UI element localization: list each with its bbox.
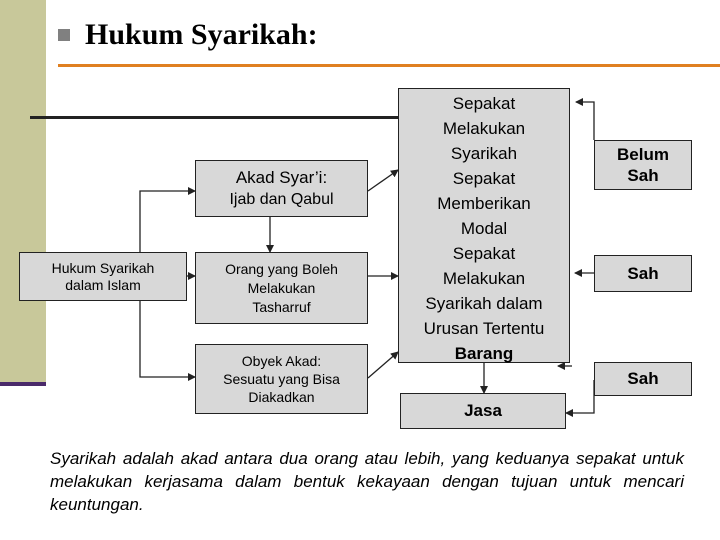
root-box <box>19 252 187 301</box>
connector-obyek-center <box>368 352 398 378</box>
orang-label-1: Orang yang Boleh <box>225 260 338 277</box>
akad-box <box>195 160 368 217</box>
obyek-box <box>195 344 368 414</box>
akad-label-2: Ijab dan Qabul <box>229 190 334 208</box>
connector-sah2 <box>566 380 594 413</box>
orang-label-3: Tasharruf <box>252 298 311 315</box>
obyek-label-3: Diakadkan <box>248 389 315 405</box>
jasa-box <box>400 393 566 429</box>
definition-text: Syarikah adalah akad antara dua orang atau lebih, yang keduanya sepakat untuk melakukan kerjasama dalam bentuk kekayaan dengan tujuan untuk mencari keuntungan. <box>50 449 684 514</box>
connector-akad-center <box>368 170 398 191</box>
center-line-3: Syarikah <box>450 144 518 163</box>
sah-box-2 <box>594 362 692 396</box>
center-line-8: Melakukan <box>442 269 526 288</box>
akad-label-1: Akad Syar’i: <box>235 167 328 187</box>
center-line-1: Sepakat <box>452 94 516 113</box>
orang-label-2: Melakukan <box>247 279 316 296</box>
connector-root-akad <box>140 191 195 252</box>
sah-label-2: Sah <box>627 369 659 388</box>
center-line-9: Syarikah dalam <box>425 294 543 313</box>
belum-label-2: Sah <box>627 166 659 185</box>
root-label-2: dalam Islam <box>65 276 141 293</box>
root-label-1: Hukum Syarikah <box>51 259 155 276</box>
connector-root-obyek <box>140 301 195 377</box>
orang-box <box>195 252 368 324</box>
center-line-7: Sepakat <box>452 244 516 263</box>
center-barang: Barang <box>454 344 514 363</box>
sah-label-1: Sah <box>627 263 659 283</box>
center-line-2: Melakukan <box>442 119 526 138</box>
slide-title: Hukum Syarikah: <box>85 18 318 51</box>
center-line-5: Memberikan <box>437 194 531 213</box>
center-line-6: Modal <box>460 219 508 238</box>
center-line-10: Urusan Tertentu <box>423 319 545 338</box>
sah-box-1 <box>594 255 692 292</box>
belum-sah-box <box>594 140 692 190</box>
center-box <box>398 88 570 363</box>
jasa-label: Jasa <box>464 401 502 420</box>
obyek-label-1: Obyek Akad: <box>241 353 322 369</box>
center-line-4: Sepakat <box>452 169 516 188</box>
obyek-label-2: Sesuatu yang Bisa <box>223 371 340 387</box>
connector-belum <box>576 102 594 140</box>
belum-label-1: Belum <box>617 145 669 164</box>
